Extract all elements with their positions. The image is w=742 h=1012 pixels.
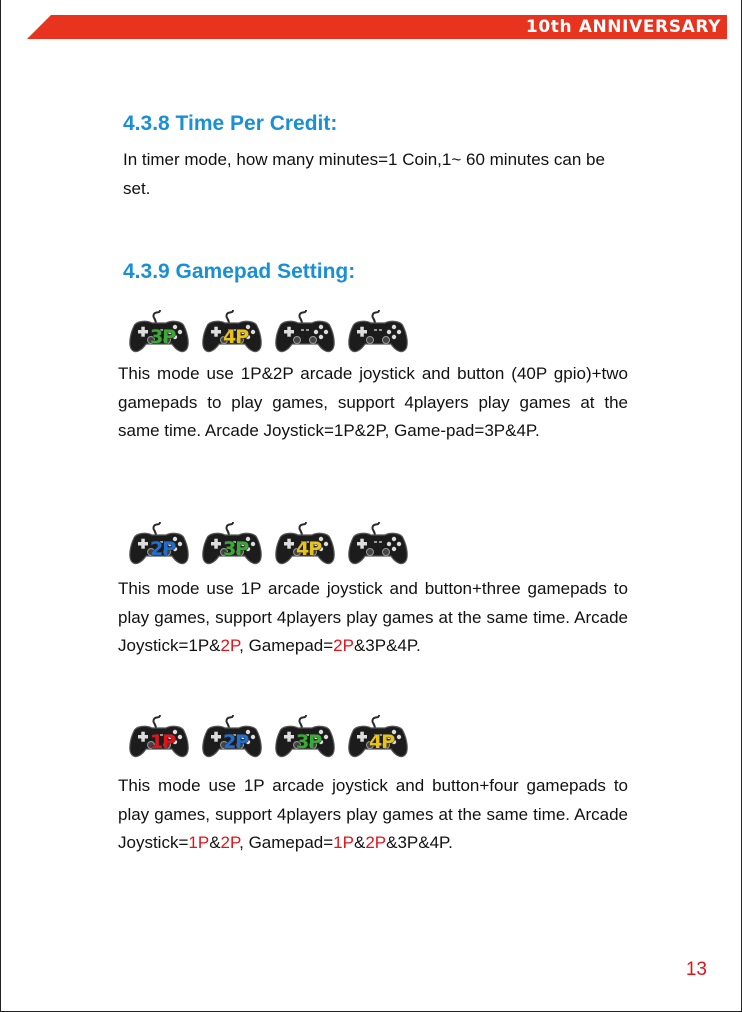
gamepad-icon: 4P [272, 520, 338, 566]
gamepad-icon [345, 520, 411, 566]
mode-3-gamepad-row [126, 713, 411, 759]
time-per-credit-text: In timer mode, how many minutes=1 Coin,1~ 60 minutes can be set. [123, 150, 605, 198]
page-number: 13 [685, 959, 707, 980]
gamepad-icon: 2P [199, 713, 265, 759]
banner-text: 10th ANNIVERSARY [525, 17, 721, 37]
gamepad-icon: 4P [199, 308, 265, 354]
mode-2-description: This mode use 1P arcade joystick and button+three gamepads to play games, support 4players play games at the same time. Arcade Joystick=1P&2P, Gamepad=2P&3P&4P. [118, 579, 628, 655]
section-title-time-per-credit: 4.3.8 Time Per Credit: [123, 112, 338, 135]
gamepad-icon: 3P [199, 520, 265, 566]
mode-1-description: This mode use 1P&2P arcade joystick and button (40P gpio)+two gamepads to play games, support 4players play games at the same time. Arcade Joystick=1P&2P, Game-pad=3P&4P. [118, 364, 628, 440]
gamepad-icon: 4P [345, 713, 411, 759]
gamepad-icon: 3P [272, 713, 338, 759]
mode-3-description: This mode use 1P arcade joystick and button+four gamepads to play games, support 4players play games at the same time. Arcade Joystick=1P&2P, Gamepad=1P&2P&3P&4P. [118, 776, 628, 852]
section-title-gamepad-setting: 4.3.9 Gamepad Setting: [123, 260, 356, 283]
mode-2-gamepad-row [126, 520, 411, 566]
gamepad-icon: 1P [126, 713, 192, 759]
gamepad-icon [272, 308, 338, 354]
header-banner [27, 15, 727, 39]
gamepad-icon: 3P [126, 308, 192, 354]
mode-1-gamepad-row [126, 308, 411, 354]
gamepad-icon: 2P [126, 520, 192, 566]
gamepad-icon [345, 308, 411, 354]
